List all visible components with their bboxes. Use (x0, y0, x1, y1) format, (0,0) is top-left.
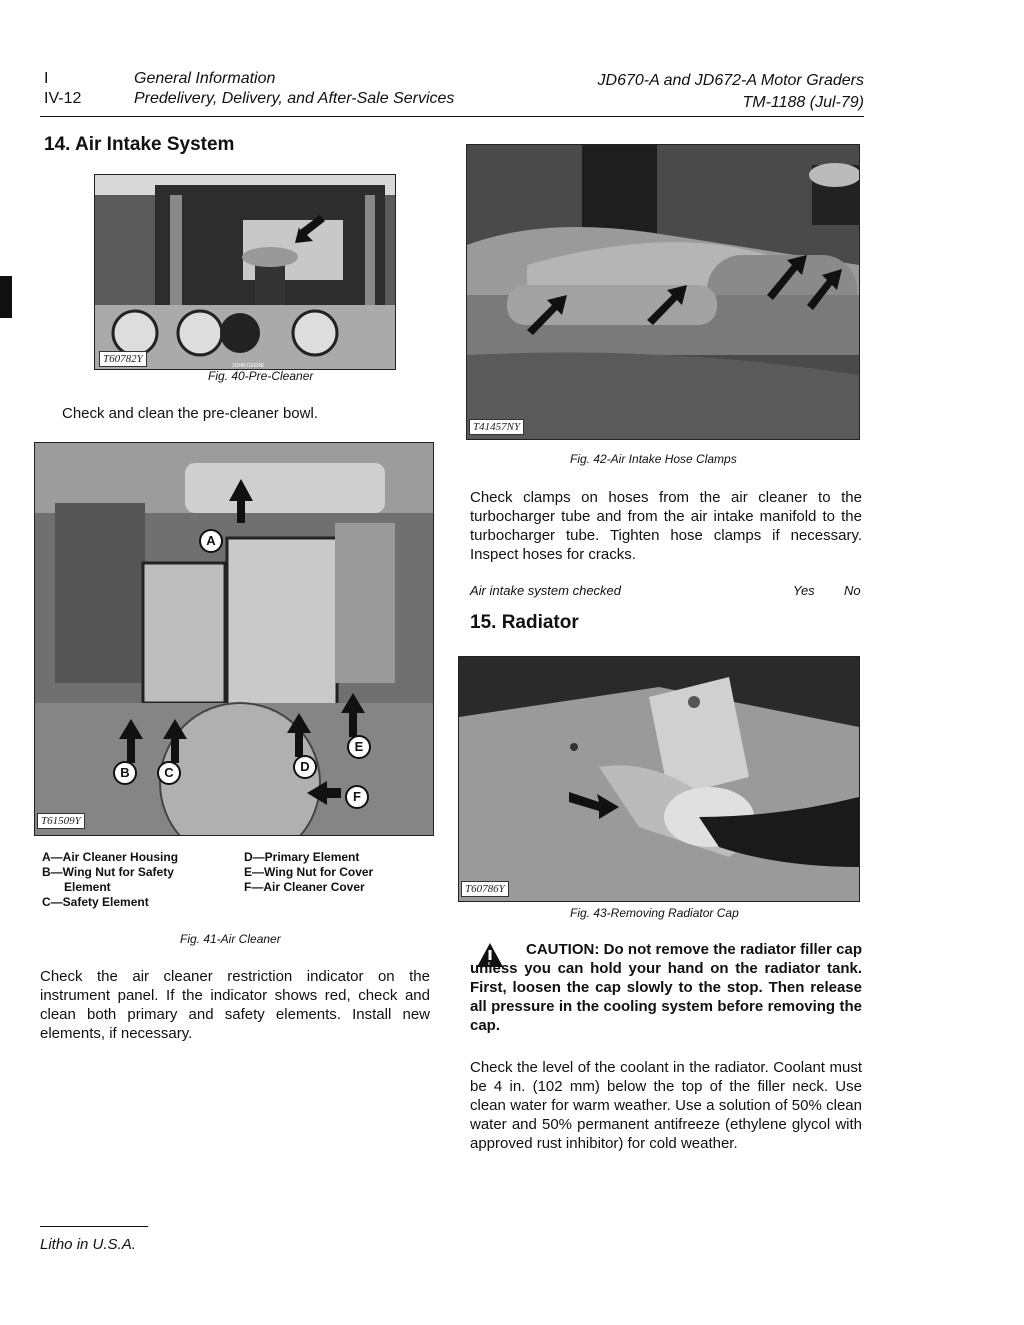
marker-a: A (199, 529, 223, 553)
checklist-yes[interactable]: Yes (793, 583, 815, 598)
legend-b-cont: Element (64, 880, 111, 894)
fig41-caption: Fig. 41-Air Cleaner (180, 932, 281, 946)
section15-heading: 15. Radiator (470, 612, 579, 633)
fig42-photo (466, 144, 860, 440)
fig41-text: Check the air cleaner restriction indicator on the instrument panel. If the indicator shows red, check and clean both primary and safety elements. Install new elements, if necessary. (40, 968, 430, 1042)
legend-b: B—Wing Nut for Safety (42, 865, 174, 879)
marker-b: B (113, 761, 137, 785)
header-model: JD670-A and JD672-A Motor Graders (597, 72, 864, 89)
checklist-no[interactable]: No (844, 583, 861, 598)
footer-rule (40, 1226, 148, 1227)
fig43-caption: Fig. 43-Removing Radiator Cap (570, 906, 739, 920)
radiator-text: Check the level of the coolant in the radiator. Coolant must be 4 in. (102 mm) below the top of the filler neck. Use clean water for warm weather. Use a solution of 50% clean water and 50% permanent antifreeze (ethylene glycol with approved rust inhibitor) for cold weather. (470, 1059, 862, 1152)
fig40-emblem-text: JOHN DEERE (232, 363, 265, 369)
header-rule (40, 116, 864, 117)
footer-litho: Litho in U.S.A. (40, 1236, 136, 1253)
page-number: IV-12 (44, 90, 82, 107)
fig42-text: Check clamps on hoses from the air cleaner to the turbocharger tube and from the air intake manifold to the turbocharger tube. Tighten hose clamps if necessary. Inspect hoses for cracks. (470, 489, 862, 563)
legend-c: C—Safety Element (42, 895, 149, 909)
legend-f: F—Air Cleaner Cover (244, 880, 365, 894)
fig42-tag: T41457NY (469, 419, 524, 435)
fig41-legend-right (244, 850, 373, 895)
fig41-tag: T61509Y (37, 813, 85, 829)
checklist-label: Air intake system checked (470, 583, 622, 598)
section-tab-marker (0, 276, 12, 318)
fig41-legend-left (42, 850, 178, 910)
fig40-tag: T60782Y (99, 351, 147, 367)
fig42-caption: Fig. 42-Air Intake Hose Clamps (570, 452, 737, 466)
legend-a: A—Air Cleaner Housing (42, 850, 179, 864)
section-number: I (44, 70, 49, 87)
marker-e: E (347, 735, 371, 759)
legend-e: E—Wing Nut for Cover (244, 865, 374, 879)
header-manual: TM-1188 (Jul-79) (742, 94, 864, 111)
fig43-tag: T60786Y (461, 881, 509, 897)
fig40-photo (94, 174, 396, 370)
caution-text: CAUTION: Do not remove the radiator filler cap unless you can hold your hand on the radiator tank. First, loosen the cap slowly to the stop. Then release all pressure in the cooling system before removing the cap. (470, 941, 862, 1034)
header-title-line1: General Information (134, 70, 276, 87)
marker-c: C (157, 761, 181, 785)
marker-f: F (345, 785, 369, 809)
legend-d: D—Primary Element (244, 850, 360, 864)
section14-heading: 14. Air Intake System (44, 134, 235, 155)
fig41-photo (34, 442, 434, 836)
fig43-photo (458, 656, 860, 902)
header-title-line2: Predelivery, Delivery, and After-Sale Services (134, 90, 455, 107)
fig40-caption: Fig. 40-Pre-Cleaner (208, 369, 314, 383)
fig40-text: Check and clean the pre-cleaner bowl. (62, 405, 318, 422)
marker-d: D (293, 755, 317, 779)
